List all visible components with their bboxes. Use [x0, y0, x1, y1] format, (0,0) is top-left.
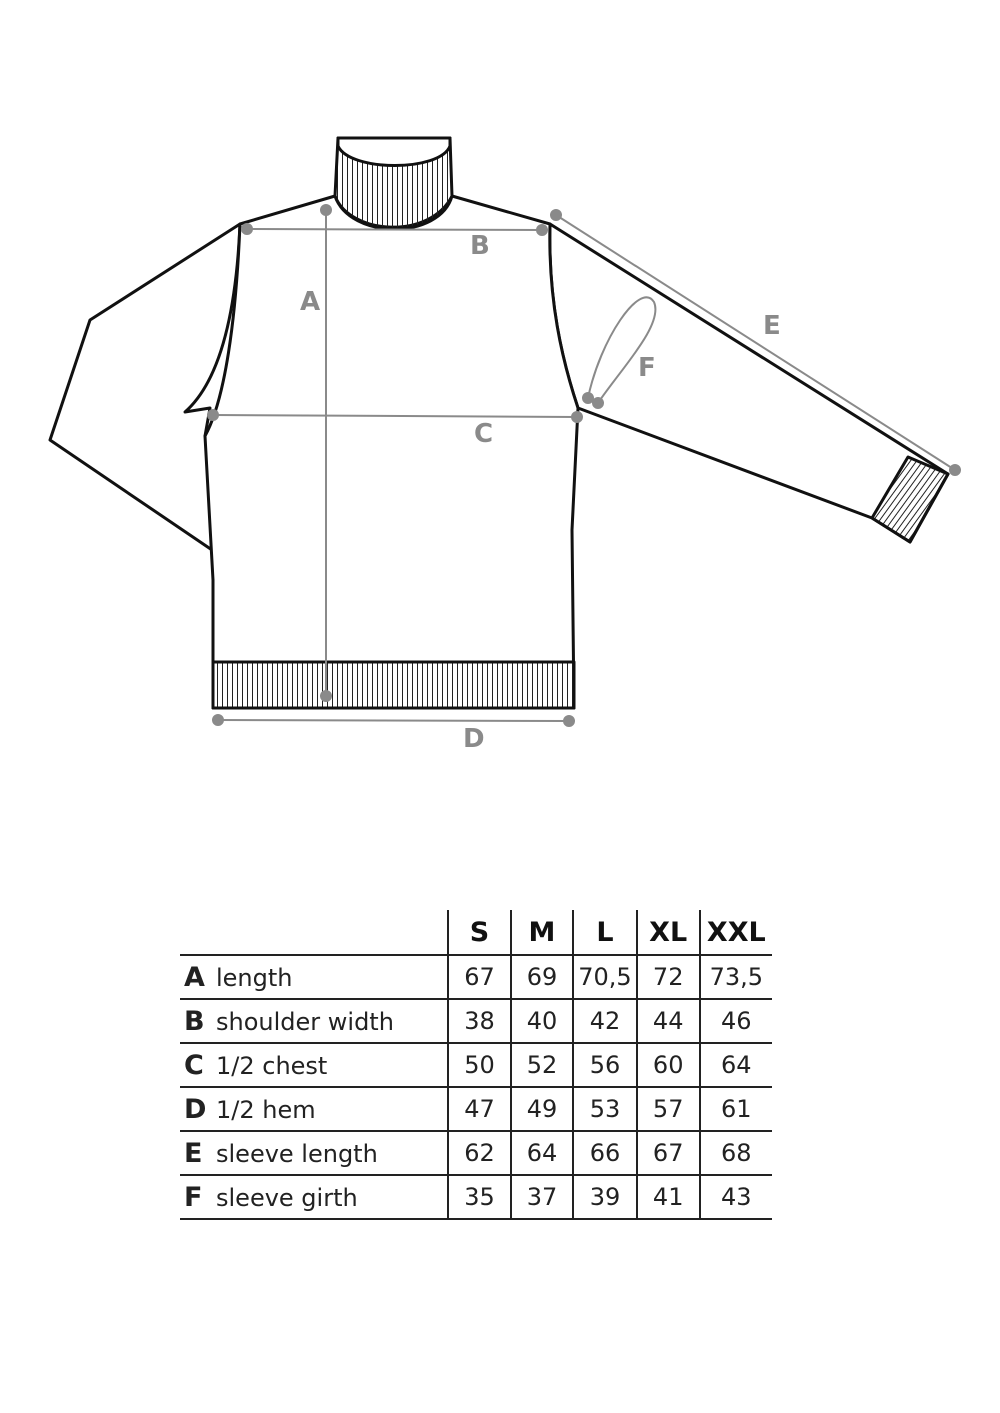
- table-cell: 73,5: [700, 955, 772, 999]
- table-cell: 38: [448, 999, 510, 1043]
- table-cell: 43: [700, 1175, 772, 1219]
- table-row: [180, 1087, 772, 1131]
- table-cell: 35: [448, 1175, 510, 1219]
- row-text: length: [216, 963, 293, 992]
- row-text: 1/2 chest: [216, 1051, 328, 1080]
- row-text: 1/2 hem: [216, 1095, 316, 1124]
- row-label: [180, 999, 448, 1043]
- header-size-xxl: XXL: [700, 910, 772, 955]
- hem-rib: [213, 662, 574, 708]
- row-label: [180, 1175, 448, 1219]
- table-cell: 44: [637, 999, 700, 1043]
- table-cell: 47: [448, 1087, 510, 1131]
- table-cell: 56: [573, 1043, 637, 1087]
- row-label: [180, 1043, 448, 1087]
- table-row: [180, 1175, 772, 1219]
- table-cell: 69: [511, 955, 573, 999]
- table-cell: 64: [700, 1043, 772, 1087]
- table-cell: 72: [637, 955, 700, 999]
- table-cell: 61: [700, 1087, 772, 1131]
- table-row: [180, 1131, 772, 1175]
- table-cell: 42: [573, 999, 637, 1043]
- label-e: E: [763, 311, 781, 341]
- table-cell: 50: [448, 1043, 510, 1087]
- table-cell: 62: [448, 1131, 510, 1175]
- table-header-row: [180, 910, 772, 955]
- label-d: D: [463, 724, 485, 754]
- label-a: A: [300, 287, 321, 317]
- table-cell: 46: [700, 999, 772, 1043]
- row-text: sleeve girth: [216, 1183, 358, 1212]
- table-cell: 39: [573, 1175, 637, 1219]
- table-row: [180, 999, 772, 1043]
- row-letter: F: [184, 1181, 203, 1213]
- table-cell: 57: [637, 1087, 700, 1131]
- header-size-m: M: [511, 910, 573, 955]
- header-size-xl: XL: [637, 910, 700, 955]
- row-letter: C: [184, 1049, 204, 1081]
- table-cell: 67: [448, 955, 510, 999]
- sweater-body: [205, 196, 578, 708]
- table-cell: 64: [511, 1131, 573, 1175]
- table-cell: 40: [511, 999, 573, 1043]
- row-letter: B: [184, 1005, 205, 1037]
- header-size-l: L: [573, 910, 637, 955]
- table-cell: 52: [511, 1043, 573, 1087]
- table-cell: 53: [573, 1087, 637, 1131]
- row-letter: A: [184, 961, 205, 993]
- sweater-outline: [50, 138, 948, 708]
- row-label: [180, 1131, 448, 1175]
- header-size-s: S: [448, 910, 510, 955]
- label-c: C: [474, 419, 494, 449]
- table-row: [180, 955, 772, 999]
- table-cell: 49: [511, 1087, 573, 1131]
- table-cell: 70,5: [573, 955, 637, 999]
- table-row: [180, 1043, 772, 1087]
- label-f: F: [638, 353, 656, 383]
- table-cell: 60: [637, 1043, 700, 1087]
- table-cell: 41: [637, 1175, 700, 1219]
- header-blank: [180, 910, 448, 955]
- row-label: [180, 1087, 448, 1131]
- table-cell: 67: [637, 1131, 700, 1175]
- row-text: shoulder width: [216, 1007, 394, 1036]
- row-label: [180, 955, 448, 999]
- table-cell: 68: [700, 1131, 772, 1175]
- label-b: B: [470, 231, 490, 261]
- row-letter: D: [184, 1093, 207, 1125]
- table-cell: 37: [511, 1175, 573, 1219]
- size-chart-table: [180, 910, 772, 1220]
- table-cell: 66: [573, 1131, 637, 1175]
- row-letter: E: [184, 1137, 203, 1169]
- row-text: sleeve length: [216, 1139, 378, 1168]
